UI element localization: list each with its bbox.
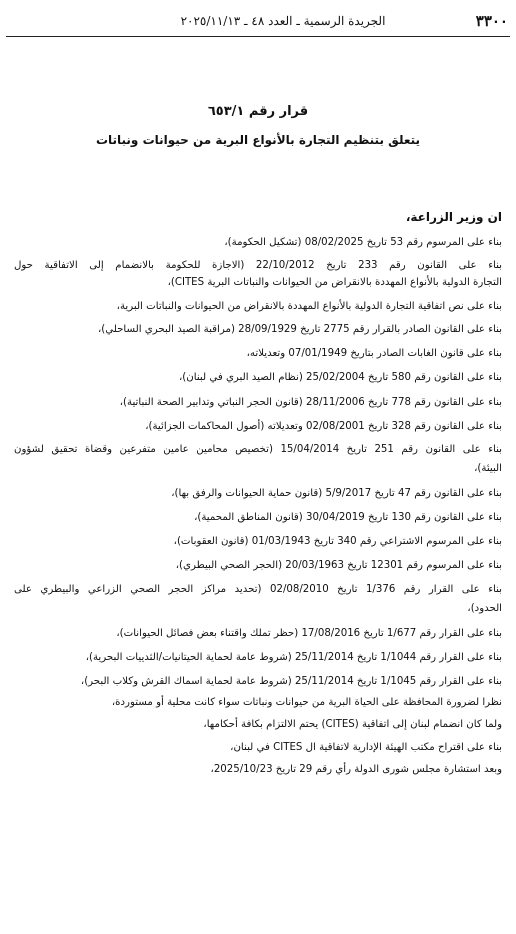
preamble-line: ولما كان انضمام لبنان إلى اتفاقية (CITES) يحتم الالتزام بكافة أحكامها، <box>203 719 502 730</box>
preamble-line: بناء على القانون رقم 130 تاريخ 30/04/2019 (قانون المناطق المحمية)، <box>194 512 502 523</box>
preamble-line: بناء على القرار رقم 1/677 تاريخ 17/08/2016 (حظر تملك واقتناء بعض فصائل الحيوانات)، <box>116 628 502 639</box>
publication-info: الجريدة الرسمية ـ العدد ٤٨ ـ ٢٠٢٥/١١/١٣ <box>180 14 386 28</box>
page-header <box>6 12 510 34</box>
preamble-line: البيئة)، <box>474 463 502 474</box>
header-divider <box>6 36 510 37</box>
preamble-line: بناء على اقتراح مكتب الهيئة الإدارية لاتفاقية ال CITES في لبنان، <box>230 742 502 753</box>
preamble-line: الحدود)، <box>467 603 502 614</box>
preamble-line: بناء على قانون الغابات الصادر بتاريخ 07/01/1949 وتعديلاته، <box>246 348 502 359</box>
preamble-line: بناء على المرسوم رقم 12301 تاريخ 20/03/1963 (الحجر الصحي البيطري)، <box>175 560 502 571</box>
preamble-line: بناء على القانون رقم 580 تاريخ 25/02/2004 (نظام الصيد البري في لبنان)، <box>179 372 502 383</box>
page-number: ٣٣٠٠ <box>475 12 508 30</box>
decision-title: قرار رقم ٦٥٣/١ <box>207 104 309 119</box>
preamble-line: بناء على المرسوم الاشتراعي رقم 340 تاريخ 01/03/1943 (قانون العقوبات)، <box>173 536 502 547</box>
minister-line: ان وزير الزراعة، <box>405 210 502 224</box>
preamble-line: بناء على القرار رقم 1/1045 تاريخ 25/11/2014 (شروط عامة لحماية اسماك القرش وكلاب البحر)، <box>80 676 502 687</box>
preamble-line: بناء على نص اتفاقية التجارة الدولية بالأنواع المهددة بالانقراض من الحيوانات والنباتات البرية، <box>116 301 502 312</box>
preamble-line: بناء على المرسوم رقم 53 تاريخ 08/02/2025 (تشكيل الحكومة)، <box>224 237 502 248</box>
preamble-line: بناء على القرار رقم 1/1044 تاريخ 25/11/2014 (شروط عامة لحماية الحيتانيات/الثدييات البحرية)، <box>85 652 502 663</box>
preamble-line: بناء على القانون رقم 47 تاريخ 5/9/2017 (قانون حماية الحيوانات والرفق بها)، <box>171 488 502 499</box>
preamble-line: بناء على القانون رقم 251 تاريخ 15/04/2014 (تخصيص محامين عامين متفرعين وقضاة تحقيق لشؤون <box>14 444 502 455</box>
decision-subtitle: يتعلق بتنظيم التجارة بالأنواع البرية من حيوانات ونباتات <box>95 133 421 147</box>
preamble-line: بناء على القانون رقم 778 تاريخ 28/11/2006 (قانون الحجر النباتي وتدابير الصحة النباتية)، <box>119 397 502 408</box>
preamble-line: بناء على القانون رقم 233 تاريخ 22/10/2012 (الاجازة للحكومة بالانضمام إلى الاتفاقية حول <box>14 260 502 271</box>
preamble-line: بناء على القانون رقم 328 تاريخ 02/08/2001 وتعديلاته (أصول المحاكمات الجزائية)، <box>145 421 502 432</box>
preamble-line: التجارة الدولية بالأنواع المهددة بالانقراض من الحيوانات والنباتات البرية CITES)، <box>167 277 502 288</box>
preamble-line: نظرا لضرورة المحافظة على الحياة البرية من حيوانات ونباتات سواء كانت محلية أو مستوردة، <box>111 697 502 708</box>
preamble-line: بناء على القرار رقم 1/376 تاريخ 02/08/2010 (تحديد مراكز الحجر الصحي الزراعي والبيطري على <box>14 584 502 595</box>
preamble-line: بناء على القانون الصادر بالقرار رقم 2775 تاريخ 28/09/1929 (مراقبة الصيد البحري الساحلي)، <box>98 324 502 335</box>
preamble-line: وبعد استشارة مجلس شورى الدولة رأي رقم 29 تاريخ 2025/10/23، <box>210 764 502 775</box>
